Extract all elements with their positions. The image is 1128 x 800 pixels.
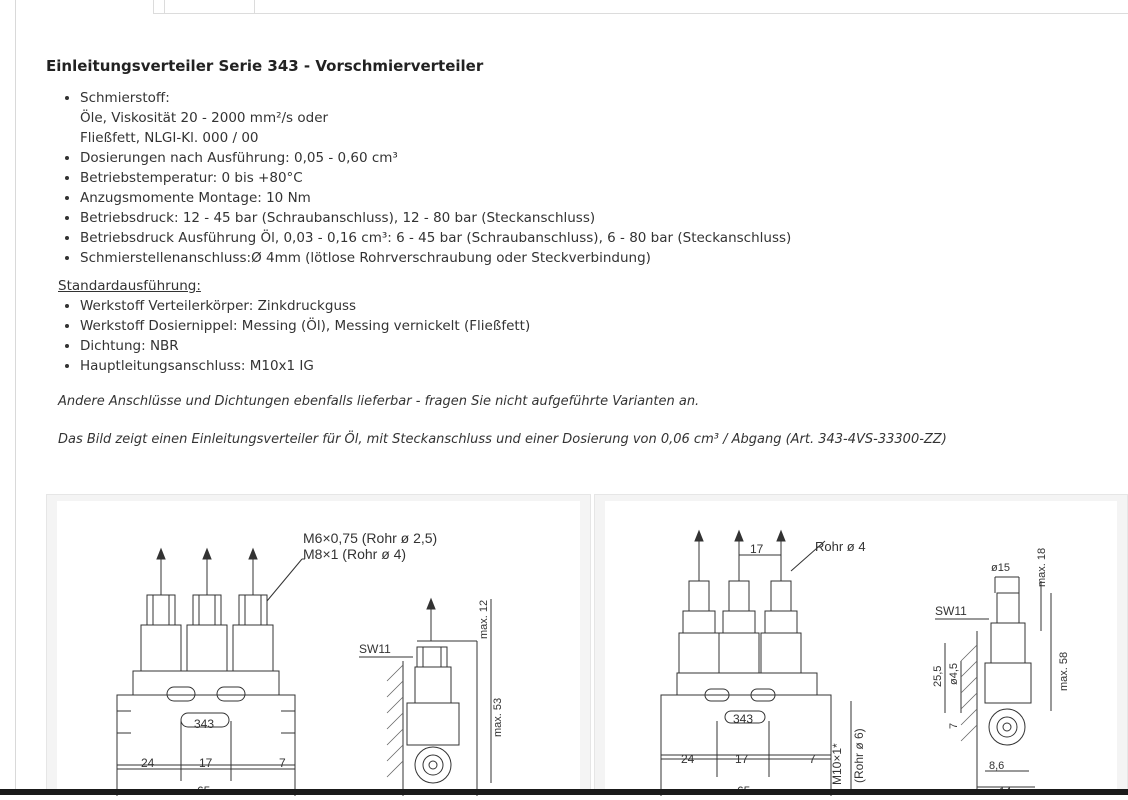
feature-pressure-oil: • Betriebsdruck Ausführung Öl, 0,03 - 0,16 cm³: 6 - 45 bar (Schraubanschluss), 6 - 80 bar (Steckanschluss) [80,228,1106,248]
standard-heading: Standardausführung: [58,278,201,294]
standard-item: • Werkstoff Verteilerkörper: Zinkdruckguss [80,296,1106,316]
note-other-connections: Andere Anschlüsse und Dichtungen ebenfalls lieferbar - fragen Sie nicht aufgeführte Varianten an. [58,394,700,409]
standard-list [46,296,1106,376]
feature-dosing: • Dosierungen nach Ausführung: 0,05 - 0,60 cm³ [80,148,1106,168]
tab-active[interactable] [164,0,255,13]
dim-7: 7 [279,756,286,770]
sw-label: SW11 [935,604,967,618]
dim-max-58: max. 58 [1058,651,1070,691]
feature-connection: • Schmierstellenanschluss:Ø 4mm (lötlose Rohrverschraubung oder Steckverbindung) [80,248,1106,268]
dim-17: 17 [199,756,213,770]
dim-dia-15: ø15 [991,562,1010,574]
body-label: 343 [733,712,754,726]
drawing-panel-push[interactable] [594,494,1128,795]
standard-item: • Hauptleitungsanschluss: M10x1 IG [80,356,1106,376]
tab-bar [153,0,1128,14]
dim-17: 17 [735,752,749,766]
dim-24: 24 [141,756,155,770]
main-tube-label: (Rohr ø 6) [852,728,866,783]
dim-7-side: 7 [948,722,960,729]
drawing-push-connection [605,501,1119,796]
dim-17-top: 17 [750,542,764,556]
thread-label-1: M6×0,75 (Rohr ø 2,5) [303,530,438,546]
bottom-taskbar-edge [0,789,1128,795]
lubricant-grease: Fließfett, NLGI-Kl. 000 / 00 [80,130,259,146]
page-left-border [15,0,16,795]
note-image-caption: Das Bild zeigt einen Einleitungsverteiler für Öl, mit Steckanschluss und einer Dosierung von 0,06 cm³ / Abgang (Art. 343-4VS-33300-ZZ) [58,432,947,447]
drawing-screw-connection [57,501,582,796]
feature-temperature: • Betriebstemperatur: 0 bis +80°C [80,168,1106,188]
feature-lubricant [80,88,1106,148]
tube-label: Rohr ø 4 [815,539,866,554]
dim-24: 24 [681,752,695,766]
lubricant-label: Schmierstoff: [80,90,170,106]
dim-max-12: max. 12 [478,599,490,639]
body-label: 343 [194,717,215,731]
feature-pressure: • Betriebsdruck: 12 - 45 bar (Schraubanschluss), 12 - 80 bar (Steckanschluss) [80,208,1106,228]
product-description [46,54,1106,450]
dim-max-18: max. 18 [1036,547,1048,587]
feature-list [46,88,1106,268]
dim-25-5: 25,5 [932,665,944,687]
dim-max-53: max. 53 [492,697,504,737]
lubricant-oil: Öle, Viskosität 20 - 2000 mm²/s oder [80,110,329,126]
dim-8-6: 8,6 [989,760,1005,772]
thread-label-2: M8×1 (Rohr ø 4) [303,546,407,562]
dim-7: 7 [809,752,816,766]
technical-drawings [46,494,1128,795]
dim-dia-4-5: ø4,5 [948,662,960,685]
drawing-panel-screw[interactable] [46,494,591,795]
feature-torque: • Anzugsmomente Montage: 10 Nm [80,188,1106,208]
product-title: Einleitungsverteiler Serie 343 - Vorschmierverteiler [46,57,484,75]
standard-item: • Werkstoff Dosiernippel: Messing (Öl), Messing vernickelt (Fließfett) [80,316,1106,336]
sw-label: SW11 [359,642,391,656]
main-thread-label: M10×1* [830,743,844,785]
standard-item: • Dichtung: NBR [80,336,1106,356]
